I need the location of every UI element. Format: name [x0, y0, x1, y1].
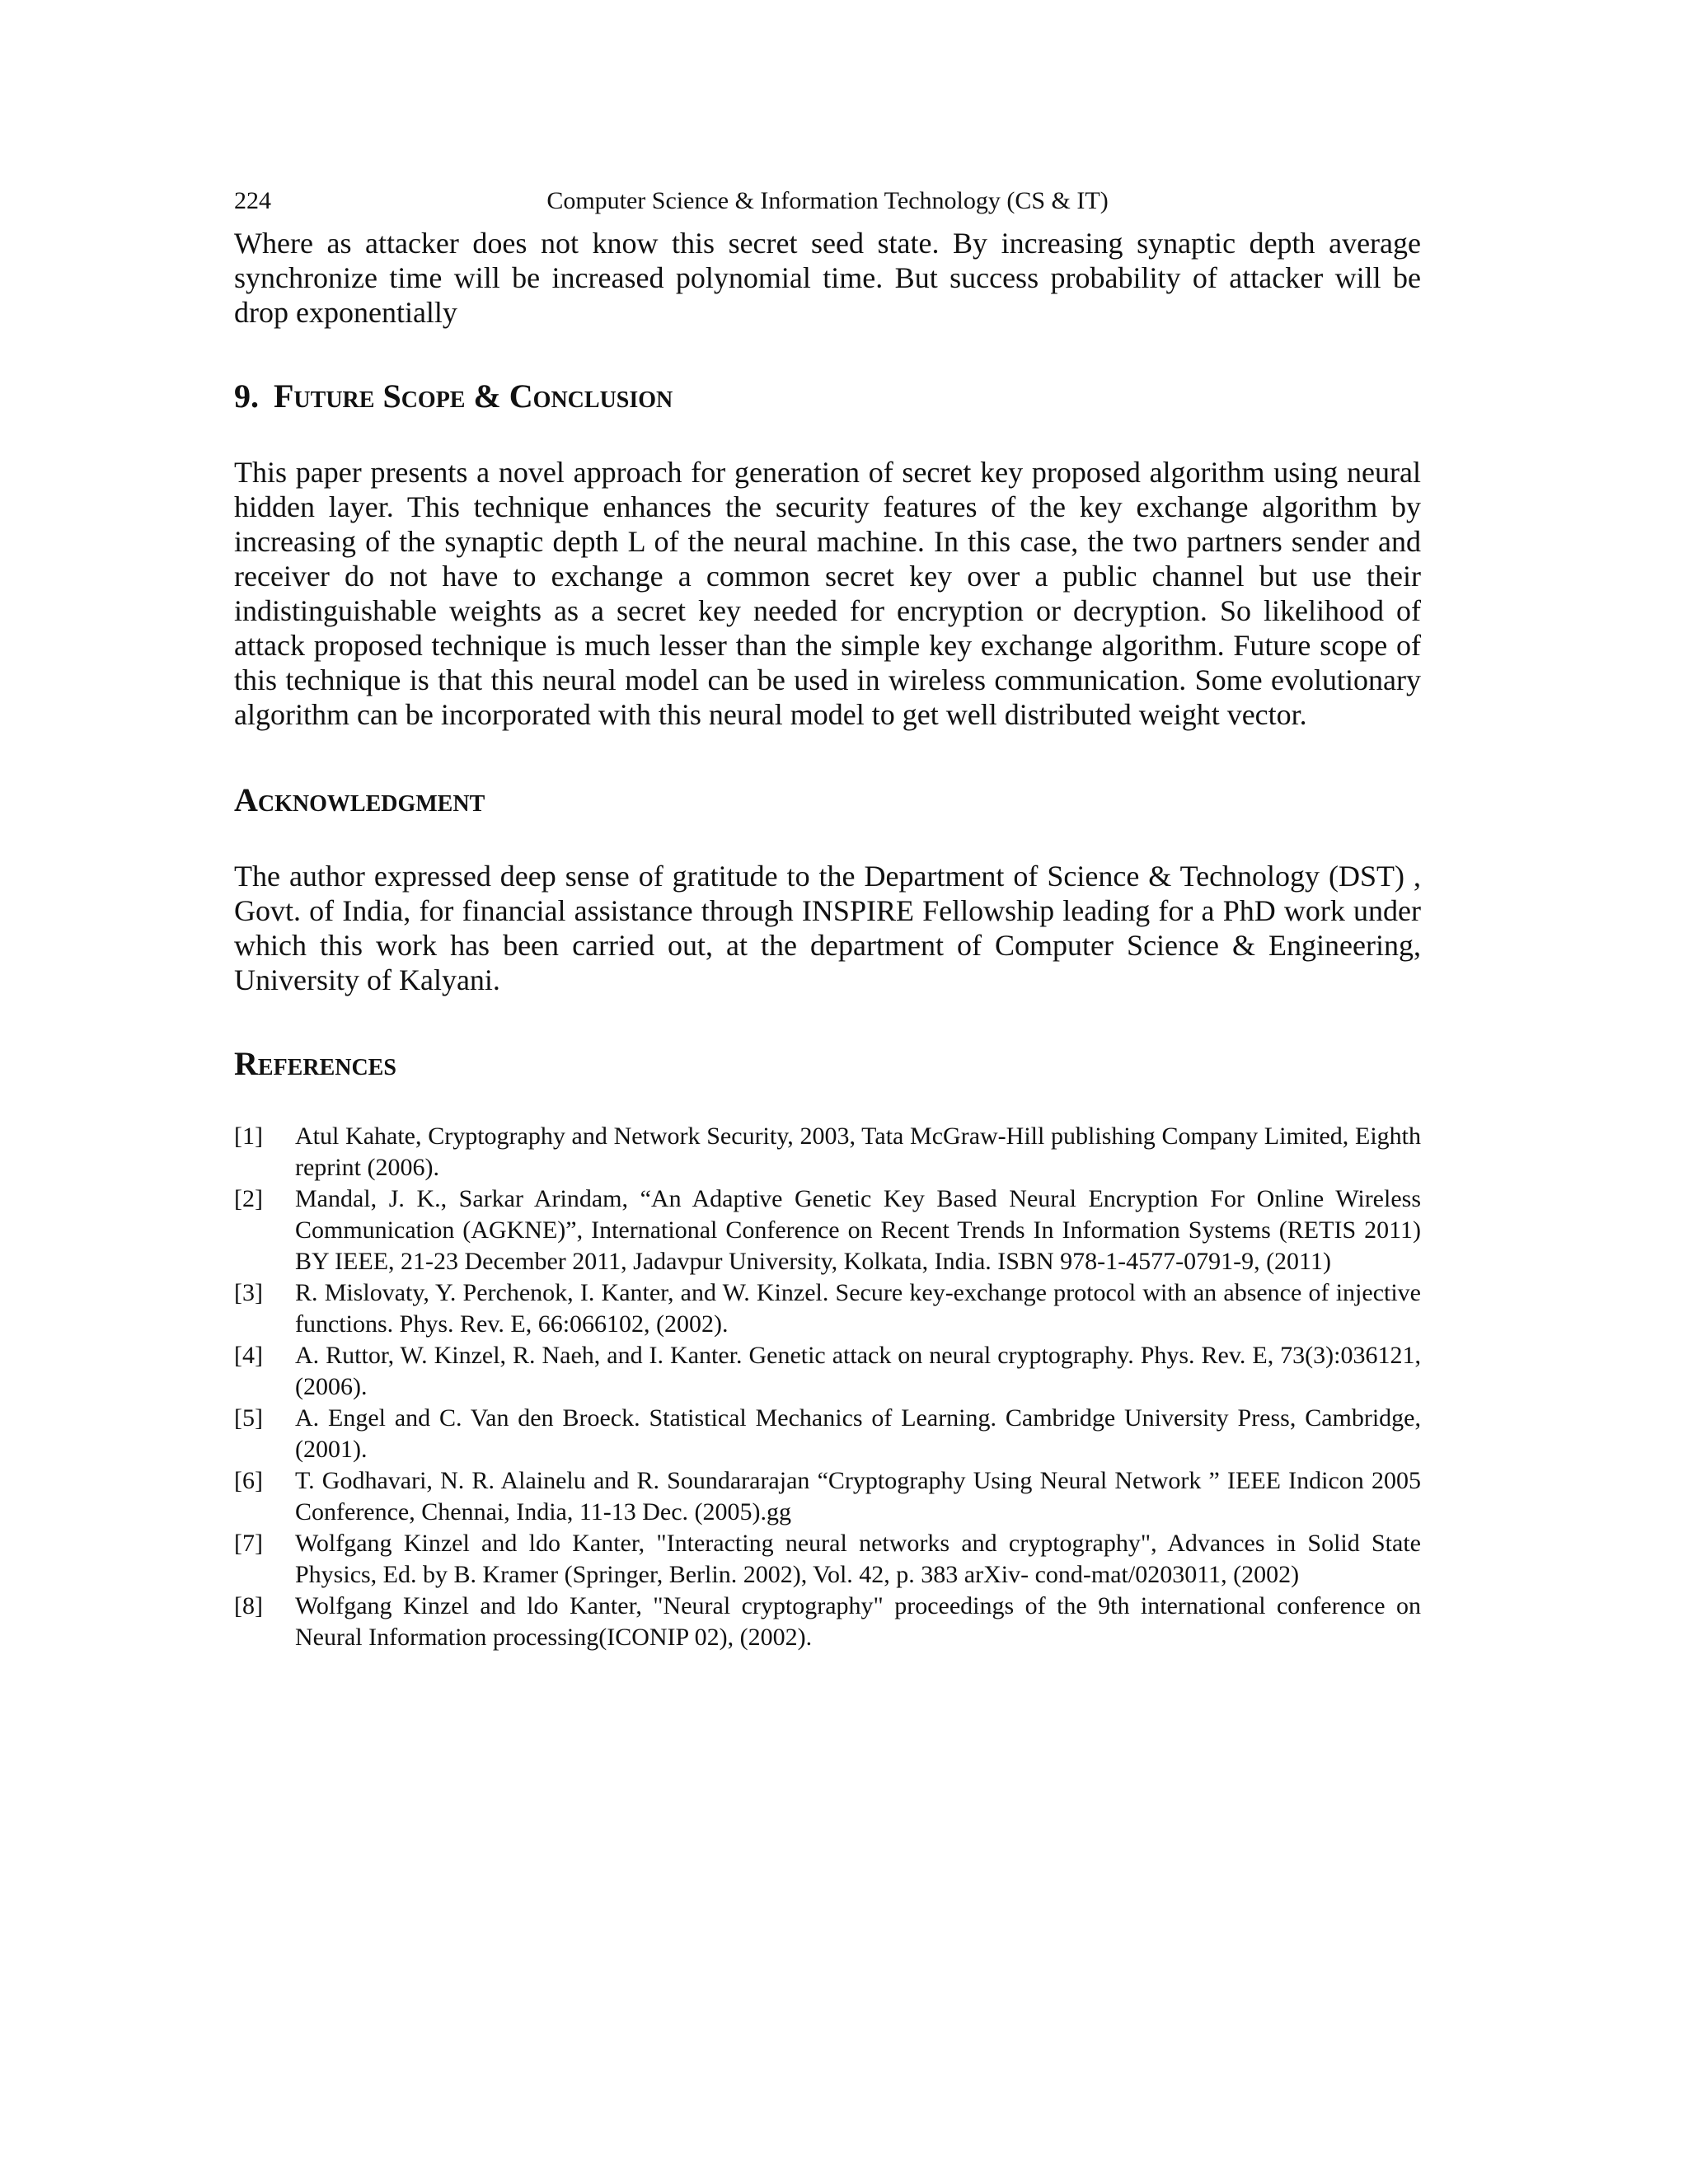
reference-text: Wolfgang Kinzel and ldo Kanter, "Interacting neural networks and cryptography", Advances in Solid State Physics, Ed. by B. Kramer (Springer, Berlin. 2002), Vol. 42, p. 383 arXiv- cond-mat/0203011, (2002): [295, 1530, 1421, 1588]
running-header: [234, 183, 1421, 219]
continuation-paragraph: Where as attacker does not know this secret seed state. By increasing synaptic depth average synchronize time will be increased polynomial time. But success probability of attacker will be drop exponentially: [234, 227, 1421, 329]
reference-label: [6]: [234, 1467, 263, 1494]
reference-item: [234, 1277, 1421, 1340]
reference-text: A. Engel and C. Van den Broeck. Statistical Mechanics of Learning. Cambridge University Press, Cambridge, (2001).: [295, 1404, 1421, 1463]
reference-label: [8]: [234, 1592, 263, 1619]
reference-label: [3]: [234, 1279, 263, 1306]
reference-label: [7]: [234, 1530, 263, 1557]
reference-label: [2]: [234, 1185, 263, 1212]
reference-text: Wolfgang Kinzel and ldo Kanter, "Neural cryptography" proceedings of the 9th international conference on Neural Information processing(ICONIP 02), (2002).: [295, 1592, 1421, 1651]
reference-item: [234, 1183, 1421, 1277]
reference-text: R. Mislovaty, Y. Perchenok, I. Kanter, and W. Kinzel. Secure key-exchange protocol with an absence of injective functions. Phys. Rev. E, 66:066102, (2002).: [295, 1279, 1421, 1338]
reference-text: A. Ruttor, W. Kinzel, R. Naeh, and I. Kanter. Genetic attack on neural cryptography. Phys. Rev. E, 73(3):036121, (2006).: [295, 1342, 1421, 1400]
section-title: Future Scope & Conclusion: [274, 377, 673, 415]
reference-list: [234, 1121, 1421, 1653]
reference-text: T. Godhavari, N. R. Alainelu and R. Soundararajan “Cryptography Using Neural Network ” IEEE Indicon 2005 Conference, Chennai, India, 11-13 Dec. (2005).gg: [295, 1467, 1421, 1526]
journal-title: Computer Science & Information Technology (CS & IT): [546, 187, 1109, 214]
section-heading-acknowledgment: Acknowledgment: [234, 781, 485, 818]
page-number: 224: [234, 187, 271, 214]
page-content: [234, 183, 1421, 1653]
reference-label: [1]: [234, 1122, 263, 1150]
section-heading-future-scope: [234, 376, 1421, 417]
reference-label: [5]: [234, 1404, 263, 1432]
conclusion-paragraph: This paper presents a novel approach for generation of secret key proposed algorithm using neural hidden layer. This technique enhances the security features of the key exchange algorithm by increasing of the synaptic depth L of the neural machine. In this case, the two partners sender and receiver do not have to exchange a common secret key over a public channel but use their indistinguishable weights as a secret key needed for encryption or decryption. So likelihood of attack proposed technique is much lesser than the simple key exchange algorithm. Future scope of this technique is that this neural model can be used in wireless communication. Some evolutionary algorithm can be incorporated with this neural model to get well distributed weight vector.: [234, 456, 1421, 731]
reference-text: Atul Kahate, Cryptography and Network Security, 2003, Tata McGraw-Hill publishing Company Limited, Eighth reprint (2006).: [295, 1122, 1421, 1181]
reference-item: [234, 1528, 1421, 1591]
section-number: 9.: [234, 377, 259, 415]
reference-label: [4]: [234, 1342, 263, 1369]
acknowledgment-paragraph: The author expressed deep sense of gratitude to the Department of Science & Technology (DST) , Govt. of India, for financial assistance through INSPIRE Fellowship leading for a PhD work under which this work has been carried out, at the department of Computer Science & Engineering, University of Kalyani.: [234, 860, 1421, 996]
reference-item: [234, 1340, 1421, 1403]
reference-text: Mandal, J. K., Sarkar Arindam, “An Adaptive Genetic Key Based Neural Encryption For Online Wireless Communication (AGKNE)”, International Conference on Recent Trends In Information Systems (RETIS 2011) BY IEEE, 21-23 December 2011, Jadavpur University, Kolkata, India. ISBN 978-1-4577-0791-9, (2011): [295, 1185, 1421, 1275]
reference-item: [234, 1591, 1421, 1653]
reference-item: [234, 1465, 1421, 1528]
reference-item: [234, 1403, 1421, 1465]
reference-item: [234, 1121, 1421, 1183]
section-heading-references: References: [234, 1045, 396, 1082]
